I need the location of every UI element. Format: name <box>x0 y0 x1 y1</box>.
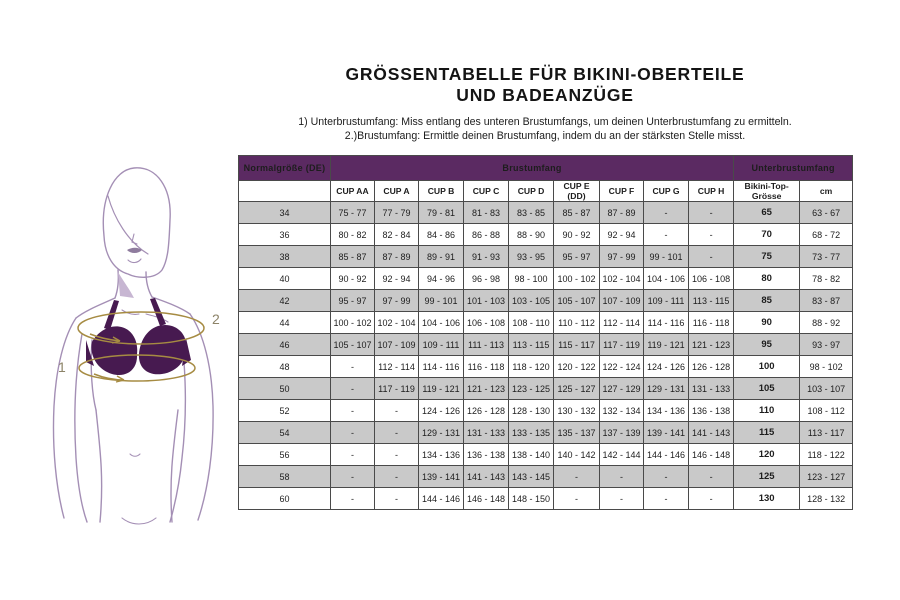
cm-cell: 83 - 87 <box>800 290 853 312</box>
bikini-top-size-cell: 120 <box>734 444 800 466</box>
size-cell: 48 <box>239 356 331 378</box>
table-row <box>239 246 853 268</box>
cup-range-cell: 88 - 90 <box>509 224 554 246</box>
cup-range-cell: 87 - 89 <box>375 246 419 268</box>
bikini-top-size-cell: 100 <box>734 356 800 378</box>
cup-range-cell: 84 - 86 <box>419 224 464 246</box>
cup-range-cell: 129 - 131 <box>419 422 464 444</box>
cup-range-cell: 146 - 148 <box>689 444 734 466</box>
bikini-top-size-cell: 65 <box>734 202 800 224</box>
size-table-body <box>239 202 853 510</box>
cup-range-cell: - <box>644 224 689 246</box>
table-row <box>239 488 853 510</box>
table-row <box>239 466 853 488</box>
cup-range-cell: 82 - 84 <box>375 224 419 246</box>
measuring-instructions <box>238 116 852 144</box>
cup-range-cell: - <box>331 488 375 510</box>
cup-range-cell: 81 - 83 <box>464 202 509 224</box>
cup-range-cell: 136 - 138 <box>689 400 734 422</box>
cup-range-cell: 117 - 119 <box>375 378 419 400</box>
cup-range-cell: 134 - 136 <box>419 444 464 466</box>
size-cell: 40 <box>239 268 331 290</box>
cup-range-cell: 124 - 126 <box>644 356 689 378</box>
cup-range-cell: 79 - 81 <box>419 202 464 224</box>
cup-range-cell: 114 - 116 <box>644 312 689 334</box>
size-cell: 60 <box>239 488 331 510</box>
column-header: CUP B <box>419 181 464 202</box>
cm-cell: 93 - 97 <box>800 334 853 356</box>
cup-range-cell: - <box>331 466 375 488</box>
size-cell: 42 <box>239 290 331 312</box>
cup-range-cell: 123 - 125 <box>509 378 554 400</box>
bikini-top-size-cell: 105 <box>734 378 800 400</box>
cup-range-cell: 114 - 116 <box>419 356 464 378</box>
cup-range-cell: 104 - 106 <box>419 312 464 334</box>
cup-range-cell: 131 - 133 <box>464 422 509 444</box>
cm-cell: 108 - 112 <box>800 400 853 422</box>
cup-range-cell: 141 - 143 <box>464 466 509 488</box>
cup-range-cell: - <box>600 488 644 510</box>
cup-range-cell: - <box>331 378 375 400</box>
cup-range-cell: 117 - 119 <box>600 334 644 356</box>
column-header: CUP D <box>509 181 554 202</box>
cup-range-cell: 98 - 100 <box>509 268 554 290</box>
cup-range-cell: 106 - 108 <box>464 312 509 334</box>
table-row <box>239 400 853 422</box>
cup-range-cell: - <box>689 202 734 224</box>
cup-range-cell: 125 - 127 <box>554 378 600 400</box>
cup-range-cell: - <box>375 422 419 444</box>
cup-range-cell: 122 - 124 <box>600 356 644 378</box>
column-header: CUP C <box>464 181 509 202</box>
size-cell: 54 <box>239 422 331 444</box>
column-header: cm <box>800 181 853 202</box>
measurement-figure-illustration <box>42 158 242 533</box>
cup-range-cell: 135 - 137 <box>554 422 600 444</box>
column-header: CUP AA <box>331 181 375 202</box>
bikini-top-size-cell: 80 <box>734 268 800 290</box>
cup-range-cell: 126 - 128 <box>464 400 509 422</box>
cup-range-cell: 107 - 109 <box>375 334 419 356</box>
cup-range-cell: 89 - 91 <box>419 246 464 268</box>
cup-range-cell: 121 - 123 <box>689 334 734 356</box>
cup-range-cell: 112 - 114 <box>375 356 419 378</box>
column-header: CUP F <box>600 181 644 202</box>
cup-range-cell: 139 - 141 <box>644 422 689 444</box>
cup-range-cell: 105 - 107 <box>554 290 600 312</box>
cup-range-cell: - <box>689 224 734 246</box>
cup-range-cell: 141 - 143 <box>689 422 734 444</box>
cup-range-cell: 92 - 94 <box>375 268 419 290</box>
cup-range-cell: 142 - 144 <box>600 444 644 466</box>
cup-range-cell: - <box>331 400 375 422</box>
header-underbust-group: Unterbrustumfang <box>734 156 853 181</box>
cup-range-cell: 110 - 112 <box>554 312 600 334</box>
column-header: CUP E (DD) <box>554 181 600 202</box>
cm-cell: 88 - 92 <box>800 312 853 334</box>
cup-range-cell: 100 - 102 <box>554 268 600 290</box>
column-header: CUP H <box>689 181 734 202</box>
bikini-top-size-cell: 85 <box>734 290 800 312</box>
cup-range-cell: 87 - 89 <box>600 202 644 224</box>
cup-range-cell: 97 - 99 <box>600 246 644 268</box>
cup-range-cell: 120 - 122 <box>554 356 600 378</box>
cup-range-cell: 119 - 121 <box>419 378 464 400</box>
woman-measurement-diagram <box>42 158 242 533</box>
cup-range-cell: 105 - 107 <box>331 334 375 356</box>
cup-range-cell: 85 - 87 <box>554 202 600 224</box>
table-row <box>239 312 853 334</box>
cup-range-cell: 111 - 113 <box>464 334 509 356</box>
page-title <box>238 64 852 107</box>
size-cell: 58 <box>239 466 331 488</box>
cup-range-cell: 94 - 96 <box>419 268 464 290</box>
cup-range-cell: 144 - 146 <box>644 444 689 466</box>
cm-cell: 63 - 67 <box>800 202 853 224</box>
instruction-underbust: 1) Unterbrustumfang: Miss entlang des unteren Brustumfangs, um deinen Unterbrustumfang zu ermitteln. <box>298 116 792 128</box>
cup-range-cell: - <box>644 202 689 224</box>
cm-cell: 128 - 132 <box>800 488 853 510</box>
underbust-measure-ellipse <box>79 355 195 381</box>
cup-range-cell: 116 - 118 <box>464 356 509 378</box>
cup-range-cell: - <box>375 400 419 422</box>
cup-range-cell: 90 - 92 <box>554 224 600 246</box>
cup-range-cell: 86 - 88 <box>464 224 509 246</box>
table-row <box>239 378 853 400</box>
cup-range-cell: 109 - 111 <box>419 334 464 356</box>
cm-cell: 68 - 72 <box>800 224 853 246</box>
cup-range-cell: 126 - 128 <box>689 356 734 378</box>
cm-cell: 78 - 82 <box>800 268 853 290</box>
cup-range-cell: - <box>689 466 734 488</box>
bikini-top-size-cell: 130 <box>734 488 800 510</box>
cup-range-cell: 140 - 142 <box>554 444 600 466</box>
table-row <box>239 290 853 312</box>
cup-range-cell: 118 - 120 <box>509 356 554 378</box>
bra-shape <box>86 298 191 375</box>
size-cell: 44 <box>239 312 331 334</box>
size-cell: 56 <box>239 444 331 466</box>
bikini-top-size-cell: 115 <box>734 422 800 444</box>
cup-range-cell: - <box>375 488 419 510</box>
cm-cell: 118 - 122 <box>800 444 853 466</box>
cup-range-cell: - <box>331 422 375 444</box>
cup-range-cell: 102 - 104 <box>600 268 644 290</box>
cup-range-cell: 139 - 141 <box>419 466 464 488</box>
cup-range-cell: 93 - 95 <box>509 246 554 268</box>
size-cell: 52 <box>239 400 331 422</box>
size-cell: 50 <box>239 378 331 400</box>
header-bust-group: Brustumfang <box>331 156 734 181</box>
bust-measure-ellipse <box>78 312 204 344</box>
cup-range-cell: 143 - 145 <box>509 466 554 488</box>
cup-range-cell: 144 - 146 <box>419 488 464 510</box>
empty-header-cell <box>239 181 331 202</box>
cup-range-cell: 146 - 148 <box>464 488 509 510</box>
bust-measure-label: 2 <box>212 311 220 327</box>
cm-cell: 98 - 102 <box>800 356 853 378</box>
title-line-1: GRÖSSENTABELLE FÜR BIKINI-OBERTEILE <box>345 64 745 84</box>
cup-range-cell: 92 - 94 <box>600 224 644 246</box>
cup-range-cell: - <box>331 356 375 378</box>
cup-range-cell: 113 - 115 <box>509 334 554 356</box>
cup-range-cell: 113 - 115 <box>689 290 734 312</box>
size-cell: 38 <box>239 246 331 268</box>
cup-range-cell: 115 - 117 <box>554 334 600 356</box>
cup-range-cell: 77 - 79 <box>375 202 419 224</box>
cup-range-cell: 106 - 108 <box>689 268 734 290</box>
cup-range-cell: 127 - 129 <box>600 378 644 400</box>
cup-range-cell: 129 - 131 <box>644 378 689 400</box>
cup-range-cell: 96 - 98 <box>464 268 509 290</box>
cup-range-cell: 128 - 130 <box>509 400 554 422</box>
cup-range-cell: 90 - 92 <box>331 268 375 290</box>
table-row <box>239 356 853 378</box>
title-line-2: UND BADEANZÜGE <box>456 85 634 106</box>
cup-range-cell: - <box>554 466 600 488</box>
cup-range-cell: 124 - 126 <box>419 400 464 422</box>
bikini-top-size-cell: 125 <box>734 466 800 488</box>
cup-range-cell: 134 - 136 <box>644 400 689 422</box>
bikini-top-size-cell: 110 <box>734 400 800 422</box>
size-cell: 36 <box>239 224 331 246</box>
size-table <box>238 155 853 510</box>
cup-range-cell: - <box>644 488 689 510</box>
bikini-top-size-cell: 95 <box>734 334 800 356</box>
cup-range-cell: 99 - 101 <box>644 246 689 268</box>
table-row <box>239 444 853 466</box>
cup-range-cell: - <box>644 466 689 488</box>
cup-range-cell: 107 - 109 <box>600 290 644 312</box>
bikini-top-size-cell: 75 <box>734 246 800 268</box>
cup-range-cell: 83 - 85 <box>509 202 554 224</box>
table-row <box>239 224 853 246</box>
cup-range-cell: 101 - 103 <box>464 290 509 312</box>
column-header: Bikini-Top-Grösse <box>734 181 800 202</box>
cup-range-cell: 99 - 101 <box>419 290 464 312</box>
cup-header-row <box>239 181 853 202</box>
underbust-measure-label: 1 <box>58 359 66 375</box>
column-header: CUP G <box>644 181 689 202</box>
cup-range-cell: 116 - 118 <box>689 312 734 334</box>
table-row <box>239 422 853 444</box>
bikini-top-size-cell: 70 <box>734 224 800 246</box>
cm-cell: 113 - 117 <box>800 422 853 444</box>
cup-range-cell: 104 - 106 <box>644 268 689 290</box>
cm-cell: 103 - 107 <box>800 378 853 400</box>
column-header: CUP A <box>375 181 419 202</box>
table-row <box>239 334 853 356</box>
cup-range-cell: 131 - 133 <box>689 378 734 400</box>
cup-range-cell: 112 - 114 <box>600 312 644 334</box>
group-header-row <box>239 156 853 181</box>
size-cell: 34 <box>239 202 331 224</box>
cup-range-cell: 103 - 105 <box>509 290 554 312</box>
cup-range-cell: - <box>375 444 419 466</box>
cup-range-cell: - <box>689 488 734 510</box>
cup-range-cell: 130 - 132 <box>554 400 600 422</box>
cup-range-cell: 137 - 139 <box>600 422 644 444</box>
cm-cell: 123 - 127 <box>800 466 853 488</box>
header-normal-size: Normalgröße (DE) <box>239 156 331 181</box>
cup-range-cell: 102 - 104 <box>375 312 419 334</box>
cup-range-cell: - <box>554 488 600 510</box>
cup-range-cell: 75 - 77 <box>331 202 375 224</box>
cup-range-cell: 100 - 102 <box>331 312 375 334</box>
bikini-top-size-cell: 90 <box>734 312 800 334</box>
cup-range-cell: 138 - 140 <box>509 444 554 466</box>
cup-range-cell: 95 - 97 <box>331 290 375 312</box>
cup-range-cell: 97 - 99 <box>375 290 419 312</box>
table-row <box>239 202 853 224</box>
cup-range-cell: 119 - 121 <box>644 334 689 356</box>
table-row <box>239 268 853 290</box>
cup-range-cell: 109 - 111 <box>644 290 689 312</box>
instruction-bust: 2.)Brustumfang: Ermittle deinen Brustumfang, indem du an der stärksten Stelle misst. <box>344 129 746 142</box>
cm-cell: 73 - 77 <box>800 246 853 268</box>
cup-range-cell: 121 - 123 <box>464 378 509 400</box>
size-cell: 46 <box>239 334 331 356</box>
cup-range-cell: 108 - 110 <box>509 312 554 334</box>
cup-range-cell: 80 - 82 <box>331 224 375 246</box>
cup-range-cell: 133 - 135 <box>509 422 554 444</box>
cup-range-cell: - <box>331 444 375 466</box>
cup-range-cell: 132 - 134 <box>600 400 644 422</box>
cup-range-cell: 148 - 150 <box>509 488 554 510</box>
cup-range-cell: 95 - 97 <box>554 246 600 268</box>
cup-range-cell: 85 - 87 <box>331 246 375 268</box>
cup-range-cell: - <box>600 466 644 488</box>
cup-range-cell: 136 - 138 <box>464 444 509 466</box>
cup-range-cell: - <box>375 466 419 488</box>
cup-range-cell: - <box>689 246 734 268</box>
cup-range-cell: 91 - 93 <box>464 246 509 268</box>
